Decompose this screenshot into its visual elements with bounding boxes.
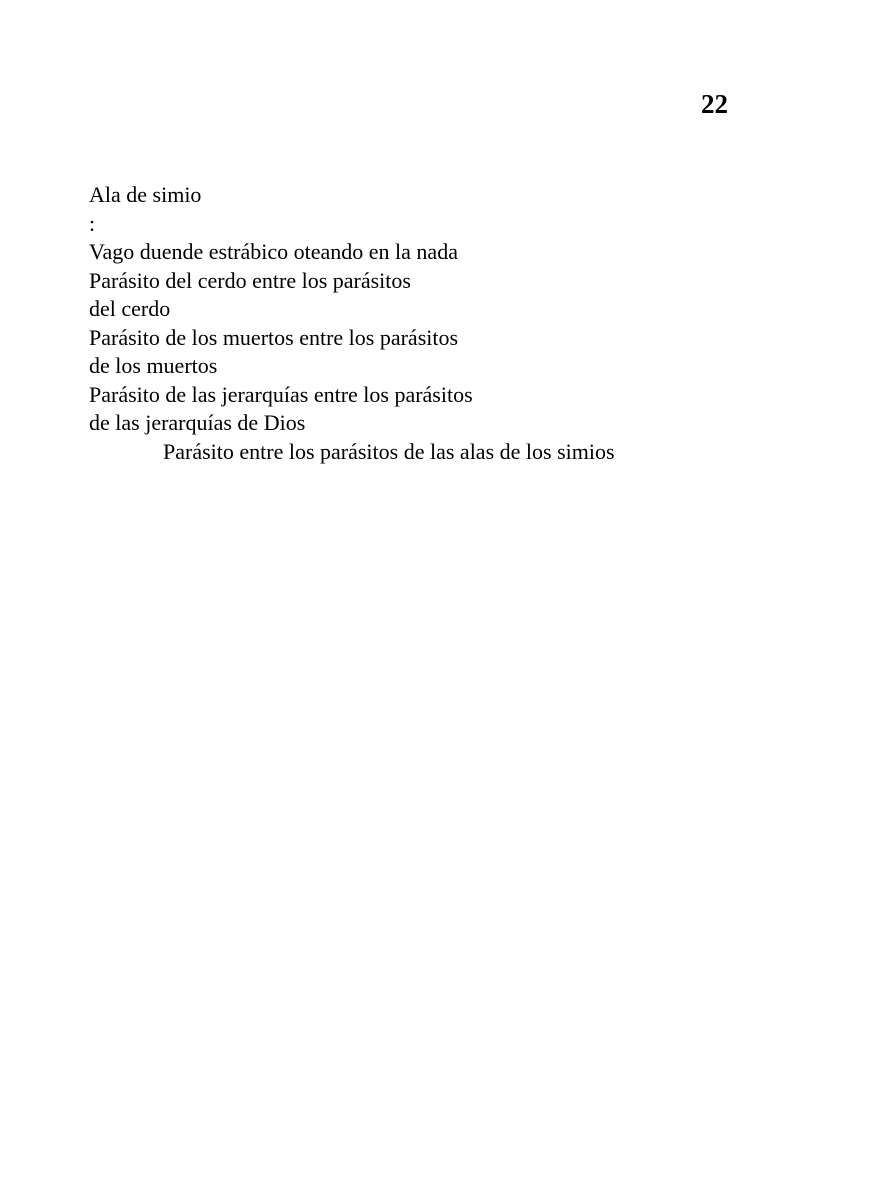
page-number: 22 xyxy=(701,89,728,119)
poem-line: Parásito de los muertos entre los parásitos xyxy=(89,324,459,350)
poem-line-indented: Parásito entre los parásitos de las alas de los simios xyxy=(163,438,615,464)
poem-line: del cerdo xyxy=(89,296,171,321)
poem-line: de las jerarquías de Dios xyxy=(89,410,306,435)
poem-line: Ala de simio xyxy=(89,182,202,207)
poem-line: : xyxy=(89,210,96,236)
poem-line: Parásito del cerdo entre los parásitos xyxy=(89,267,411,293)
poem-line: Vago duende estrábico oteando en la nada xyxy=(89,239,458,264)
poem-text xyxy=(89,181,809,466)
poem-line: de los muertos xyxy=(89,353,218,378)
poem-line: Parásito de las jerarquías entre los parásitos xyxy=(89,381,473,407)
